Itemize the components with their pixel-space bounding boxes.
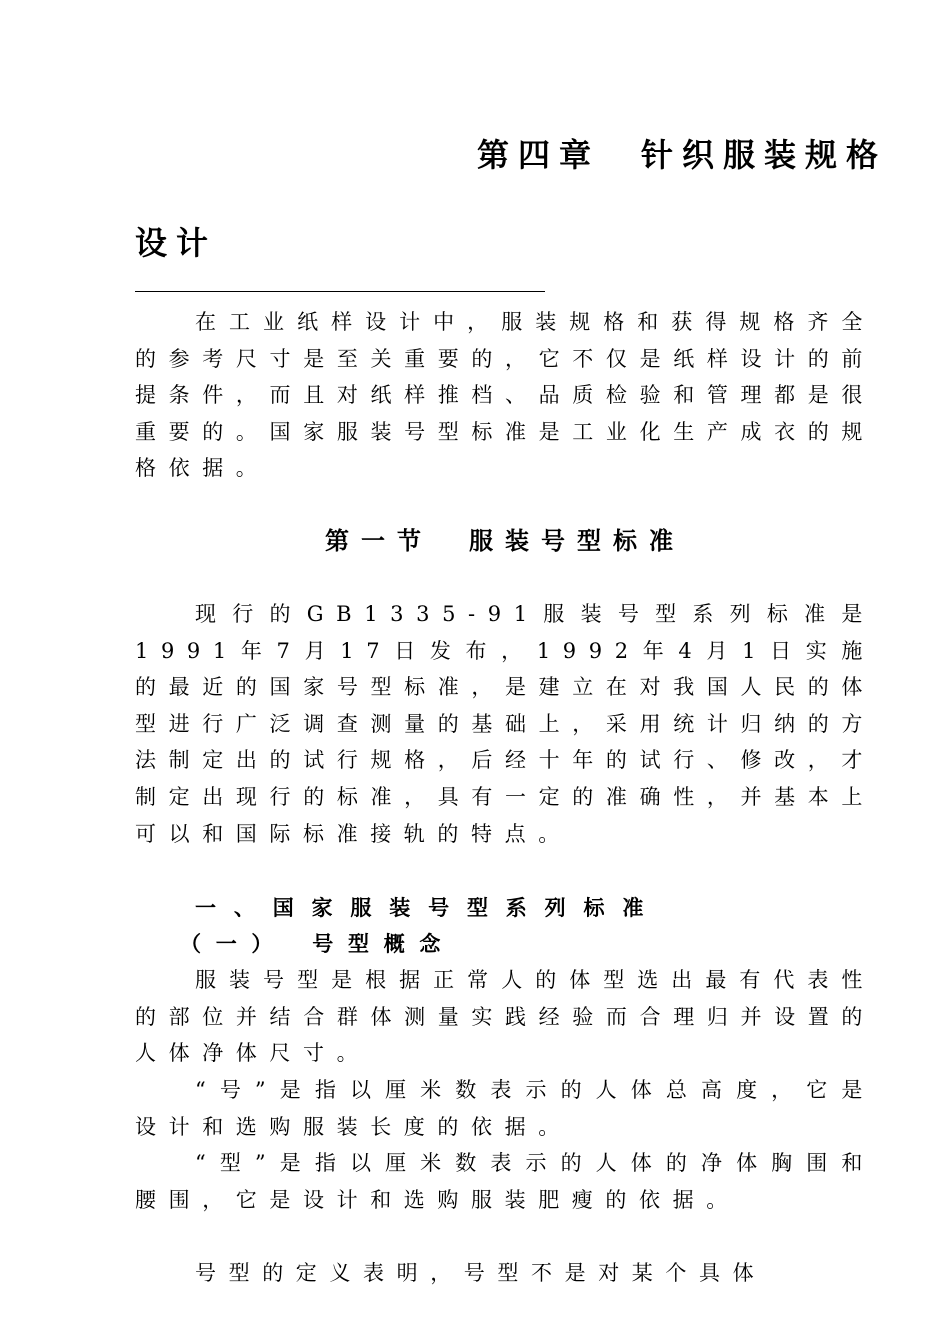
intro-paragraph: 在工业纸样设计中，服装规格和获得规格齐全的参考尺寸是至关重要的，它不仅是纸样设计的前提条件，而且对纸样推档、品质检验和管理都是很重要的。国家服装号型标准是工业化生产成衣的规格依据。 — [135, 310, 875, 481]
section-paragraph-5: 号型的定义表明，号型不是对某个具体 — [195, 1261, 767, 1285]
heading-size-concept: （一） 号型概念 — [180, 931, 456, 956]
title-underline — [135, 291, 545, 292]
chapter-title — [135, 130, 887, 268]
chapter-title-line2: 设计 — [135, 224, 218, 262]
section-title: 第一节 服装号型标准 — [325, 526, 685, 555]
section-paragraph-1: 现行的GB1335-91服装号型系列标准是1991年7月17日发布，1992年4月1日实施的最近的国家号型标准，是建立在对我国人民的体型进行广泛调查测量的基础上，采用统计归纳的方法制定出的试行规格，后经十年的试行、修改，才制定出现行的标准，具有一定的准确性，并基本上可以和国际标准接轨的特点。 — [135, 602, 875, 846]
chapter-title-line1: 第四章 针织服装规格 — [476, 136, 887, 174]
section-paragraph-4: “型”是指以厘米数表示的人体的净体胸围和腰围，它是设计和选购服装肥瘦的依据。 — [135, 1151, 875, 1212]
section-paragraph-2: 服装号型是根据正常人的体型选出最有代表性的部位并结合群体测量实践经验而合理归并设置的人体净体尺寸。 — [135, 968, 875, 1066]
section-paragraph-3: “号”是指以厘米数表示的人体总高度，它是设计和选购服装长度的依据。 — [135, 1078, 875, 1139]
heading-national-standard: 一、国家服装号型系列标准 — [195, 895, 662, 920]
